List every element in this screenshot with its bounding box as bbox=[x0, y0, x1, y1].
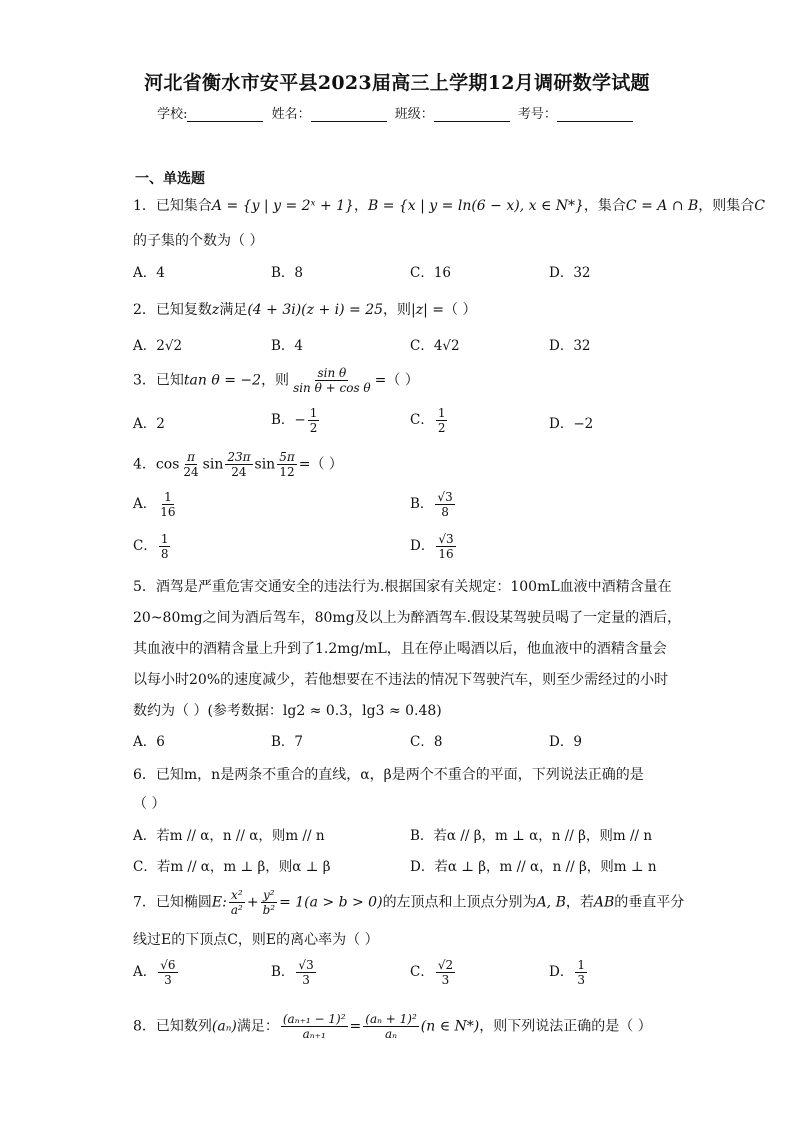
q6-option-a[interactable]: A．若m // α，n // α，则m // n bbox=[133, 828, 325, 844]
q8-right-den: aₙ bbox=[385, 1027, 398, 1041]
q4-option-a-label: A． bbox=[133, 496, 157, 512]
q1-text: ，则集合 bbox=[698, 198, 755, 214]
q7-e: E: bbox=[211, 894, 227, 911]
q6-option-d[interactable]: D．若α ⊥ β，m // α，n // β，则m ⊥ n bbox=[410, 859, 657, 875]
q3-text: =（ ） bbox=[374, 372, 419, 389]
q8-left-den: aₙ₊₁ bbox=[302, 1027, 326, 1041]
q8-condition: (n ∈ N*) bbox=[420, 1018, 480, 1035]
q2-option-c-value: 4√2 bbox=[433, 338, 460, 354]
q4-c-den: 8 bbox=[160, 547, 169, 561]
q4-f2-den: 24 bbox=[231, 465, 247, 479]
school-label: 学校: bbox=[157, 107, 188, 122]
q7-option-c-fraction bbox=[436, 958, 455, 987]
q1-text: ，集合 bbox=[583, 198, 626, 214]
q4-sin: sin bbox=[202, 456, 224, 473]
question-5-line-5: 数约为（ ）(参考数据：lg2 ≈ 0.3，lg3 ≈ 0.48) bbox=[133, 703, 442, 719]
q3-fraction bbox=[291, 366, 373, 395]
q5-option-b[interactable]: B．7 bbox=[271, 734, 304, 750]
q7-option-d-label: D． bbox=[549, 964, 574, 980]
student-info-line bbox=[0, 103, 794, 122]
q4-frac-1 bbox=[181, 450, 200, 479]
q7-c-den: 3 bbox=[441, 973, 450, 987]
q4-b-den: 8 bbox=[441, 505, 449, 519]
name-label: 姓名： bbox=[271, 107, 311, 122]
q7-b-den: 3 bbox=[302, 973, 310, 987]
q3-denominator: sin θ + cos θ bbox=[293, 381, 371, 395]
q2-text: 2．已知复数 bbox=[133, 302, 212, 318]
q7-option-a[interactable] bbox=[133, 958, 180, 987]
q7-option-b-fraction bbox=[296, 958, 315, 987]
exam-no-blank[interactable] bbox=[557, 108, 633, 122]
question-5-line-4: 以每小时20%的速度减少，若他想要在不违法的情况下驾驶汽车，则至少需经过的小时 bbox=[133, 672, 669, 688]
q7-d-den: 3 bbox=[577, 973, 585, 987]
q3-c-den: 2 bbox=[437, 421, 446, 435]
q2-equation: (4 + 3i)(z + i) = 25 bbox=[247, 302, 384, 318]
q7-option-c-label: C． bbox=[410, 964, 434, 980]
q7-ab2: AB bbox=[593, 894, 615, 911]
q3-option-a[interactable]: A．2 bbox=[133, 416, 165, 432]
q4-frac-2 bbox=[225, 450, 252, 479]
q4-option-c[interactable] bbox=[133, 532, 172, 561]
q1-set-b: B = {x | y = ln(6 − x), x ∈ N*} bbox=[367, 198, 584, 214]
q3-option-b[interactable] bbox=[271, 406, 321, 435]
q2-option-a-label: A． bbox=[133, 338, 157, 354]
q5-option-d[interactable]: D．9 bbox=[549, 734, 582, 750]
q3-c-num: 1 bbox=[437, 406, 446, 420]
q7-option-d[interactable] bbox=[549, 958, 589, 987]
q7-a-den: 3 bbox=[164, 973, 172, 987]
q7-a-num: √6 bbox=[160, 958, 176, 972]
q3-option-c-fraction bbox=[436, 406, 448, 435]
q1-text: 1．已知集合 bbox=[133, 198, 212, 214]
q4-frac-3 bbox=[277, 450, 297, 479]
q2-text: ，则 bbox=[383, 302, 412, 318]
q3-option-b-sign: − bbox=[294, 412, 306, 428]
section-heading: 一、单选题 bbox=[135, 171, 205, 187]
q1-option-b[interactable]: B．8 bbox=[271, 265, 304, 281]
question-5-line-1: 5．酒驾是严重危害交通安全的违法行为.根据国家有关规定：100mL血液中酒精含量在 bbox=[133, 579, 672, 595]
q4-d-num: √3 bbox=[438, 532, 454, 546]
q7-frac-y bbox=[261, 888, 278, 917]
q2-option-a[interactable] bbox=[133, 336, 182, 356]
q7-plus: + bbox=[246, 894, 259, 911]
q7-option-d-fraction bbox=[575, 958, 587, 987]
q4-option-c-fraction bbox=[159, 532, 171, 561]
q8-sequence: (aₙ) bbox=[211, 1018, 237, 1035]
question-5-line-2: 20~80mg之间为酒后驾车，80mg及以上为醉酒驾车.假设某驾驶员喝了一定量的酒后， bbox=[133, 610, 682, 626]
q2-text: 满足 bbox=[219, 302, 248, 318]
q1-option-c[interactable]: C．16 bbox=[410, 265, 452, 281]
q1-c: C bbox=[754, 198, 766, 214]
q4-f1-num: π bbox=[187, 450, 195, 464]
question-3-stem bbox=[133, 366, 419, 395]
q7-frac-x bbox=[229, 888, 245, 917]
q3-option-b-fraction bbox=[308, 406, 320, 435]
q8-text: ，则下列说法正确的是（ ） bbox=[479, 1018, 652, 1035]
class-label: 班级： bbox=[394, 107, 434, 122]
q7-option-b-label: B． bbox=[271, 964, 295, 980]
class-blank[interactable] bbox=[434, 108, 510, 122]
q4-label: 4． bbox=[133, 456, 156, 473]
q1-option-d[interactable]: D．32 bbox=[549, 265, 591, 281]
q8-frac-right bbox=[363, 1012, 419, 1041]
q7-c-num: √2 bbox=[437, 958, 454, 972]
q4-f3-den: 12 bbox=[279, 465, 295, 479]
q2-abs-z: |z| = bbox=[411, 302, 445, 318]
q7-option-a-fraction bbox=[158, 958, 177, 987]
q8-left-num: (aₙ₊₁ − 1)² bbox=[282, 1012, 346, 1026]
question-1-stem: 1．已知集合A = {y | y = 2ˣ + 1}，B = {x | y = ln(6 − x), x ∈ N*}，集合C = A ∩ B，则集合C bbox=[133, 198, 766, 214]
q5-option-a[interactable]: A．6 bbox=[133, 734, 165, 750]
q3-b-num: 1 bbox=[309, 406, 318, 420]
q4-option-a[interactable] bbox=[133, 490, 180, 519]
page-title: 河北省衡水市安平县2023届高三上学期12月调研数学试题 bbox=[144, 72, 650, 94]
q8-equals: = bbox=[349, 1018, 362, 1035]
school-blank[interactable] bbox=[187, 108, 263, 122]
q7-d-num: 1 bbox=[577, 958, 585, 972]
q7-x-den: a² bbox=[230, 903, 243, 917]
q8-right-num: (aₙ + 1)² bbox=[365, 1012, 417, 1026]
question-7-stem bbox=[133, 888, 684, 917]
q4-f1-den: 24 bbox=[183, 465, 199, 479]
q3-option-c[interactable] bbox=[410, 406, 449, 435]
q7-y-num: y² bbox=[263, 888, 275, 902]
q5-option-c[interactable]: C．8 bbox=[410, 734, 443, 750]
q7-text: 的垂直平分 bbox=[614, 894, 685, 911]
q2-option-d[interactable]: D．32 bbox=[549, 338, 591, 354]
q8-frac-left bbox=[281, 1012, 348, 1041]
q7-b-num: √3 bbox=[298, 958, 314, 972]
q4-option-a-fraction bbox=[158, 490, 177, 519]
q1-set-c: C = A ∩ B bbox=[625, 198, 699, 214]
q8-text: 8．已知数列 bbox=[133, 1018, 212, 1035]
question-6-line-1: 6．已知m，n是两条不重合的直线，α，β是两个不重合的平面，下列说法正确的是 bbox=[133, 767, 644, 783]
q8-text: 满足： bbox=[236, 1018, 279, 1035]
q4-cos: cos bbox=[155, 456, 180, 473]
q4-f2-num: 23π bbox=[227, 450, 251, 464]
question-6-line-2: （ ） bbox=[133, 796, 166, 812]
q7-text: 的左顶点和上顶点分别为 bbox=[382, 894, 537, 911]
q2-option-a-value: 2√2 bbox=[156, 338, 183, 354]
question-2-stem bbox=[133, 300, 476, 320]
q3-condition: tan θ = −2 bbox=[183, 372, 262, 389]
q7-option-a-label: A． bbox=[133, 964, 157, 980]
q7-text: 7．已知椭圆 bbox=[133, 894, 212, 911]
q6-option-c[interactable]: C．若m // α，m ⊥ β，则α ⊥ β bbox=[133, 859, 331, 875]
q4-b-num: √3 bbox=[437, 490, 453, 504]
question-4-stem bbox=[133, 450, 343, 479]
q3-option-b-label: B． bbox=[271, 412, 295, 428]
q4-option-c-label: C． bbox=[133, 538, 157, 554]
name-blank[interactable] bbox=[311, 108, 387, 122]
question-7-line-2: 线过E的下顶点C，则E的离心率为（ ） bbox=[133, 932, 379, 948]
q2-option-b[interactable]: B．4 bbox=[271, 338, 304, 354]
q4-option-d-fraction bbox=[436, 532, 455, 561]
q4-option-b-label: B． bbox=[410, 496, 434, 512]
exam-no-label: 考号： bbox=[517, 107, 557, 122]
question-5-line-3: 其血液中的酒精含量上升到了1.2mg/mL，且在停止喝酒以后，他血液中的酒精含量会 bbox=[133, 641, 667, 657]
q2-option-c[interactable] bbox=[410, 336, 460, 356]
q7-x-num: x² bbox=[231, 888, 243, 902]
q2-text: （ ） bbox=[444, 302, 477, 318]
q2-option-c-label: C． bbox=[410, 338, 434, 354]
q7-ab: A, B bbox=[536, 894, 566, 911]
q1-option-a[interactable]: A．4 bbox=[133, 265, 165, 281]
q3-text: ，则 bbox=[261, 372, 290, 389]
q4-c-num: 1 bbox=[160, 532, 169, 546]
q4-sin: sin bbox=[254, 456, 276, 473]
q7-option-c[interactable] bbox=[410, 958, 457, 987]
question-1-line2: 的子集的个数为（ ） bbox=[133, 233, 264, 249]
q4-a-num: 1 bbox=[164, 490, 172, 504]
q7-option-b[interactable] bbox=[271, 958, 318, 987]
question-8-stem bbox=[133, 1012, 652, 1041]
q4-option-b-fraction bbox=[435, 490, 454, 519]
q7-condition: = 1(a > b > 0) bbox=[279, 894, 383, 911]
q3-option-d[interactable]: D．−2 bbox=[549, 416, 594, 432]
q1-set-a: A = {y | y = 2ˣ + 1} bbox=[211, 198, 354, 214]
q4-d-den: 16 bbox=[438, 547, 454, 561]
q4-a-den: 16 bbox=[160, 505, 176, 519]
q7-y-den: b² bbox=[262, 903, 276, 917]
q6-option-b[interactable]: B．若α // β，m ⊥ α，n // β，则m // n bbox=[410, 828, 653, 844]
q3-option-c-label: C． bbox=[410, 412, 434, 428]
q3-b-den: 2 bbox=[309, 421, 318, 435]
q3-numerator: sin θ bbox=[317, 366, 347, 380]
q4-option-b[interactable] bbox=[410, 490, 457, 519]
q4-option-d-label: D． bbox=[410, 538, 435, 554]
q7-text: ，若 bbox=[565, 894, 594, 911]
q2-z: z bbox=[211, 302, 220, 318]
q3-text: 3．已知 bbox=[133, 372, 184, 389]
q4-text: =（ ） bbox=[298, 456, 343, 473]
q4-option-d[interactable] bbox=[410, 532, 458, 561]
q4-f3-num: 5π bbox=[279, 450, 295, 464]
